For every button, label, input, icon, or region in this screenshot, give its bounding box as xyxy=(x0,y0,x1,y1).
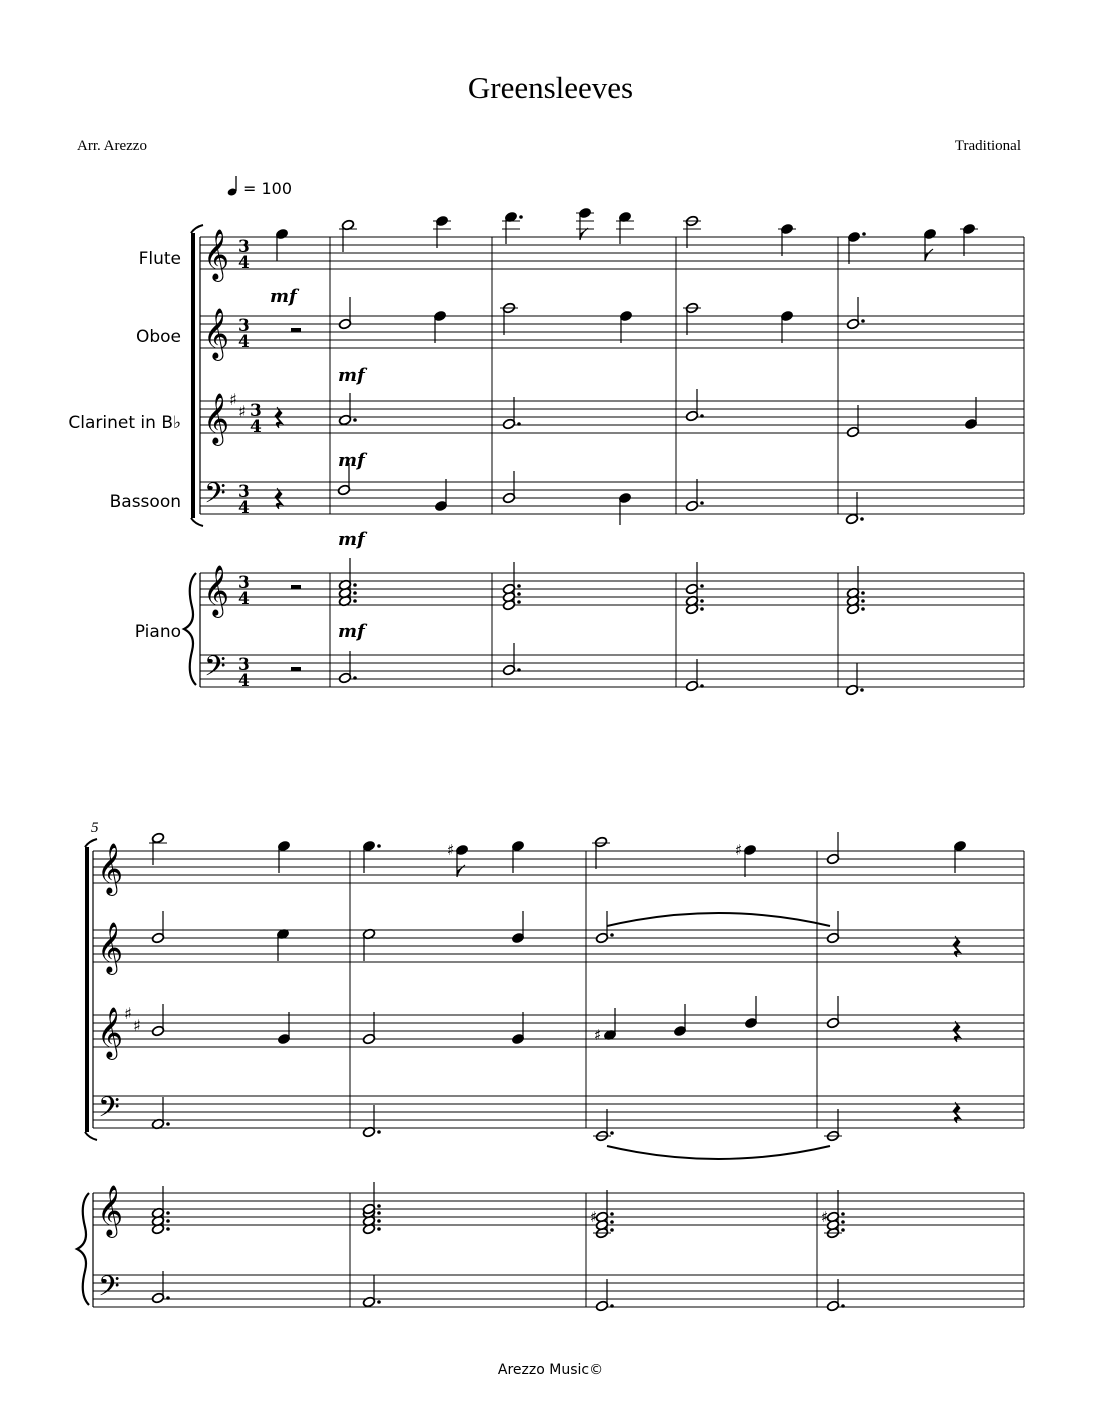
tempo-marking xyxy=(227,176,292,198)
augmentation-dot xyxy=(841,1220,845,1224)
composer-credit: Traditional xyxy=(954,138,1021,154)
accidental-icon: ♯ xyxy=(735,841,743,859)
bracket-hook xyxy=(85,1132,97,1140)
time-signature-top: 3 xyxy=(238,237,250,257)
augmentation-dot xyxy=(841,1304,845,1308)
bass-clef-icon: 𝄢 xyxy=(204,650,226,690)
accidental-icon: ♯ xyxy=(590,1208,598,1226)
augmentation-dot xyxy=(353,676,357,680)
system-1 xyxy=(184,225,1024,687)
time-signature-top: 3 xyxy=(238,655,250,675)
bass-clef-icon: 𝄢 xyxy=(98,1091,120,1131)
half-rest xyxy=(291,328,301,332)
augmentation-dot xyxy=(166,1296,170,1300)
augmentation-dot xyxy=(861,319,865,323)
note-flag xyxy=(580,228,588,240)
bracket-hook xyxy=(85,839,97,847)
augmentation-dot xyxy=(353,599,357,603)
note-flag xyxy=(925,249,933,261)
augmentation-dot xyxy=(700,599,704,603)
augmentation-dot xyxy=(610,1228,614,1232)
arranger-credit: Arr. Arezzo xyxy=(77,138,147,154)
augmentation-dot xyxy=(700,607,704,611)
augmentation-dot xyxy=(517,422,521,426)
dynamic-piano: mf xyxy=(338,621,365,642)
augmentation-dot xyxy=(700,584,704,588)
bracket-hook xyxy=(191,225,203,233)
copyright-footer: Arezzo Music© xyxy=(497,1362,604,1378)
time-signature-bottom: 4 xyxy=(238,589,250,609)
augmentation-dot xyxy=(841,1228,845,1232)
time-signature-top: 3 xyxy=(238,482,250,502)
augmentation-dot xyxy=(860,517,864,521)
augmentation-dot xyxy=(517,592,521,596)
time-signature-top: 3 xyxy=(238,316,250,336)
augmentation-dot xyxy=(519,215,523,219)
augmentation-dot xyxy=(610,1304,614,1308)
augmentation-dot xyxy=(166,1122,170,1126)
treble-clef-icon: 𝄞 xyxy=(97,843,124,894)
time-signature-top: 3 xyxy=(238,573,250,593)
time-signature-bottom: 4 xyxy=(238,498,250,518)
augmentation-dot xyxy=(861,591,865,595)
bracket-hook xyxy=(191,518,203,526)
augmentation-dot xyxy=(377,1204,381,1208)
time-signature-top: 3 xyxy=(250,401,262,421)
dynamic-oboe: mf xyxy=(338,365,365,386)
augmentation-dot xyxy=(166,1211,170,1215)
augmentation-dot xyxy=(517,584,521,588)
augmentation-dot xyxy=(861,599,865,603)
sharp-icon: ♯ xyxy=(124,1004,132,1023)
time-signature-bottom: 4 xyxy=(250,417,262,437)
accidental-icon: ♯ xyxy=(821,1208,829,1226)
augmentation-dot xyxy=(517,600,521,604)
label-bassoon: Bassoon xyxy=(109,492,181,512)
bass-clef-icon: 𝄢 xyxy=(98,1270,120,1310)
sharp-icon: ♯ xyxy=(229,390,237,409)
augmentation-dot xyxy=(166,1219,170,1223)
dynamic-flute: mf xyxy=(270,286,297,307)
accidental-icon: ♯ xyxy=(594,1026,602,1044)
half-rest xyxy=(291,585,301,589)
augmentation-dot xyxy=(610,1131,614,1135)
sharp-icon: ♯ xyxy=(133,1016,141,1035)
augmentation-dot xyxy=(860,688,864,692)
accidental-icon: ♯ xyxy=(447,841,455,859)
label-flute: Flute xyxy=(138,249,181,269)
augmentation-dot xyxy=(377,1130,381,1134)
augmentation-dot xyxy=(700,684,704,688)
augmentation-dot xyxy=(610,1220,614,1224)
time-signature-bottom: 4 xyxy=(238,671,250,691)
augmentation-dot xyxy=(610,933,614,937)
time-signature-bottom: 4 xyxy=(238,332,250,352)
augmentation-dot xyxy=(862,232,866,236)
augmentation-dot xyxy=(700,501,704,505)
treble-clef-icon: 𝄞 xyxy=(97,922,124,973)
tie xyxy=(607,1146,830,1159)
augmentation-dot xyxy=(377,844,381,848)
augmentation-dot xyxy=(377,1300,381,1304)
time-signature-bottom: 4 xyxy=(238,253,250,273)
augmentation-dot xyxy=(353,583,357,587)
augmentation-dot xyxy=(861,607,865,611)
treble-clef-icon: 𝄞 xyxy=(203,393,230,444)
augmentation-dot xyxy=(353,591,357,595)
measure-number: 5 xyxy=(91,820,99,836)
augmentation-dot xyxy=(610,1212,614,1216)
dynamic-clarinet: mf xyxy=(338,450,365,471)
tie xyxy=(607,913,830,926)
score-title: Greensleeves xyxy=(467,70,634,105)
augmentation-dot xyxy=(700,414,704,418)
half-rest xyxy=(291,667,301,671)
augmentation-dot xyxy=(517,668,521,672)
augmentation-dot xyxy=(377,1219,381,1223)
augmentation-dot xyxy=(166,1227,170,1231)
bass-clef-icon: 𝄢 xyxy=(204,477,226,517)
augmentation-dot xyxy=(841,1212,845,1216)
label-oboe: Oboe xyxy=(135,327,181,347)
treble-clef-icon: 𝄞 xyxy=(203,308,230,359)
treble-clef-icon: 𝄞 xyxy=(203,229,230,280)
treble-clef-icon: 𝄞 xyxy=(97,1007,124,1058)
tempo-text: = 100 xyxy=(243,179,293,198)
notes-layer xyxy=(97,207,978,1312)
augmentation-dot xyxy=(377,1211,381,1215)
treble-clef-icon: 𝄞 xyxy=(97,1185,124,1236)
piano-brace xyxy=(77,1193,89,1305)
sharp-icon: ♯ xyxy=(238,402,246,421)
augmentation-dot xyxy=(377,1227,381,1231)
label-clarinet: Clarinet in B♭ xyxy=(68,413,181,433)
dynamic-bassoon: mf xyxy=(338,529,365,550)
label-piano: Piano xyxy=(134,622,181,642)
piano-brace xyxy=(184,573,196,685)
augmentation-dot xyxy=(353,418,357,422)
treble-clef-icon: 𝄞 xyxy=(203,565,230,616)
system-2 xyxy=(77,839,1024,1307)
